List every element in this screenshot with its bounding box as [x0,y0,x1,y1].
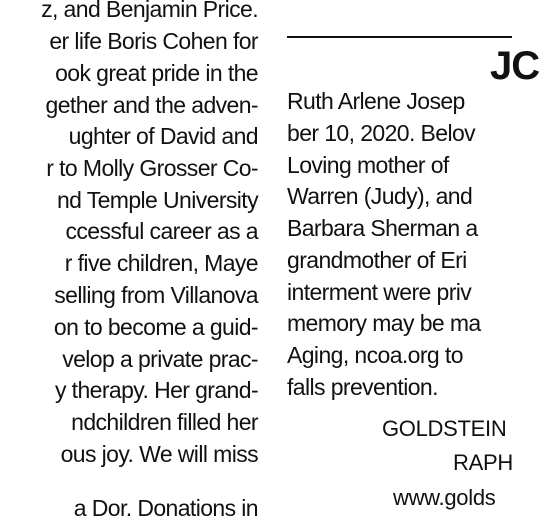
text-line: ndchildren filled her [71,409,258,435]
text-line: r to Molly Grosser Co- [46,155,258,181]
text-line: ous joy. We will miss [60,441,258,467]
text-line: ughter of David and [68,123,258,149]
obituary-heading: JC [490,44,539,88]
text-line: nd Temple University [56,187,258,213]
text-line: ber 10, 2020. Belov [287,120,476,146]
text-line: selling from Villanova [54,282,258,308]
text-line: a Dor. Donations in [73,495,258,521]
text-line: y therapy. Her grand- [54,377,258,403]
text-line: gether and the adven- [45,92,258,118]
text-line: velop a private prac- [62,346,258,372]
text-line: Loving mother of [287,152,449,178]
left-column [0,0,258,521]
text-line: memory may be ma [287,310,481,336]
text-line: Barbara Sherman a [287,215,478,241]
text-line: grandmother of Eri [287,247,467,273]
text-line: ccessful career as a [65,218,258,244]
text-line: Aging, ncoa.org to [287,342,463,368]
text-line: z, and Benjamin Price. [41,0,258,22]
text-line: interment were priv [287,279,472,305]
funeral-home-name-part: RAPH [453,450,513,475]
text-line: falls prevention. [287,374,438,400]
text-line: ook great pride in the [55,60,258,86]
text-line: on to become a guid- [53,314,258,340]
text-line: r five children, Maye [64,250,258,276]
funeral-home-website: www.golds [393,485,496,510]
text-line: Ruth Arlene Josep [287,88,465,114]
text-line: er life Boris Cohen for [49,28,258,54]
funeral-home-name: GOLDSTEIN [382,416,507,441]
text-line: Warren (Judy), and [287,183,473,209]
